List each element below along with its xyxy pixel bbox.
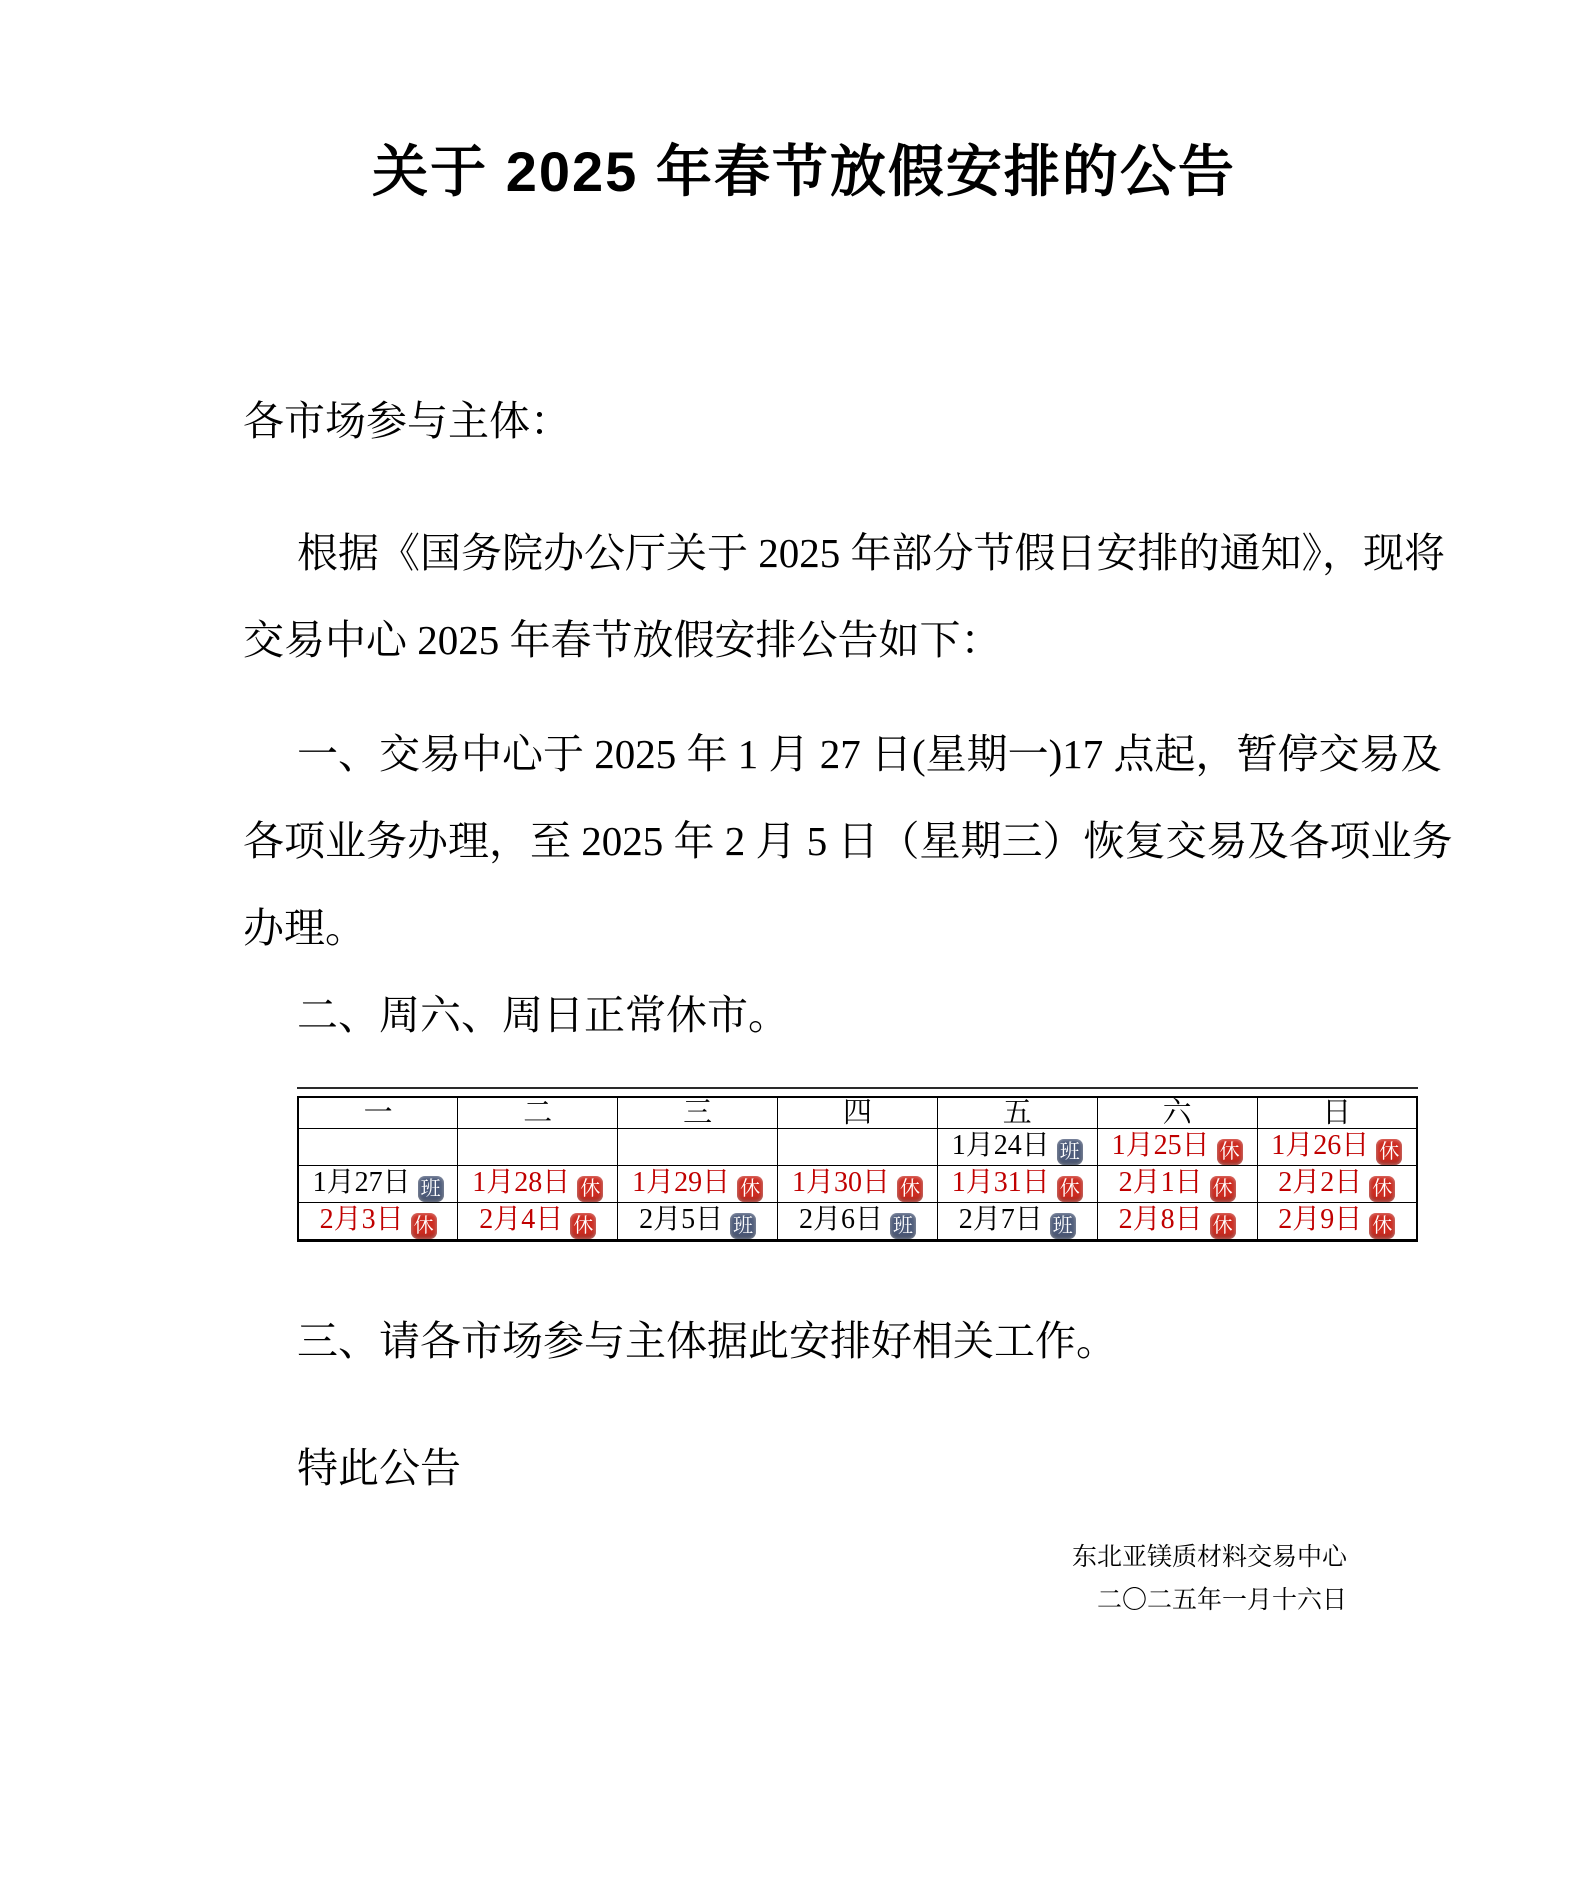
paragraph-line: 一、交易中心于 2025 年 1 月 27 日(星期一)17 点起，暂停交易及 xyxy=(297,731,1442,777)
restday-badge: 休 xyxy=(1369,1213,1395,1239)
calendar-cell xyxy=(1257,1129,1417,1166)
signature-block xyxy=(243,1536,1365,1622)
calendar-date: 2月8日 xyxy=(1118,1204,1203,1235)
page-title: 关于 2025 年春节放假安排的公告 xyxy=(372,140,1236,203)
calendar-cell xyxy=(1257,1166,1417,1203)
paragraph-line: 根据《国务院办公厅关于 2025 年部分节假日安排的通知》，现将 xyxy=(297,530,1445,576)
calendar-date: 2月4日 xyxy=(479,1204,564,1235)
calendar-cell xyxy=(778,1166,938,1203)
workday-badge: 班 xyxy=(418,1176,444,1202)
calendar-date: 2月2日 xyxy=(1278,1167,1363,1198)
workday-badge: 班 xyxy=(1050,1213,1076,1239)
calendar-weekday-header: 三 xyxy=(618,1097,778,1129)
paragraph-line: 二、周六、周日正常休市。 xyxy=(297,992,789,1038)
paragraph-line: 特此公告 xyxy=(297,1445,461,1491)
calendar-row xyxy=(298,1166,1417,1203)
paragraph-item-2 xyxy=(243,972,1365,1059)
calendar-cell xyxy=(298,1166,458,1203)
calendar-date: 1月29日 xyxy=(632,1167,731,1198)
calendar-cell xyxy=(458,1129,618,1166)
calendar-cell xyxy=(298,1203,458,1241)
calendar-date: 1月24日 xyxy=(951,1130,1050,1161)
calendar-date: 2月5日 xyxy=(639,1204,724,1235)
paragraph-basis xyxy=(243,510,1445,684)
calendar-cell xyxy=(458,1203,618,1241)
restday-badge: 休 xyxy=(1369,1176,1395,1202)
restday-badge: 休 xyxy=(737,1176,763,1202)
workday-badge: 班 xyxy=(1057,1139,1083,1165)
calendar-date: 1月31日 xyxy=(951,1167,1050,1198)
restday-badge: 休 xyxy=(570,1213,596,1239)
calendar-date: 1月30日 xyxy=(791,1167,890,1198)
paragraph-line: 办理。 xyxy=(243,905,366,951)
paragraph-line: 三、请各市场参与主体据此安排好相关工作。 xyxy=(297,1318,1117,1364)
workday-badge: 班 xyxy=(730,1213,756,1239)
calendar-cell xyxy=(458,1166,618,1203)
calendar-cell xyxy=(1257,1203,1417,1241)
paragraph-item-3 xyxy=(243,1298,1365,1385)
paragraph-item-1 xyxy=(243,711,1453,972)
calendar-weekday-header: 日 xyxy=(1257,1097,1417,1129)
calendar-date: 1月26日 xyxy=(1271,1130,1370,1161)
restday-badge: 休 xyxy=(1210,1176,1236,1202)
paragraph-line: 交易中心 2025 年春节放假安排公告如下： xyxy=(243,617,1002,663)
calendar-date: 2月1日 xyxy=(1118,1167,1203,1198)
restday-badge: 休 xyxy=(1210,1213,1236,1239)
restday-badge: 休 xyxy=(411,1213,437,1239)
calendar-cell xyxy=(937,1166,1097,1203)
calendar-cell xyxy=(618,1166,778,1203)
calendar-cell xyxy=(1097,1166,1257,1203)
calendar-cell xyxy=(778,1129,938,1166)
calendar-weekday-header: 五 xyxy=(937,1097,1097,1129)
calendar-date: 2月3日 xyxy=(319,1204,404,1235)
restday-badge: 休 xyxy=(1057,1176,1083,1202)
salutation: 各市场参与主体： xyxy=(243,398,571,444)
calendar-table xyxy=(297,1096,1418,1242)
calendar-date: 1月25日 xyxy=(1111,1130,1210,1161)
holiday-calendar xyxy=(297,1087,1418,1242)
calendar-header-row xyxy=(298,1097,1417,1129)
calendar-weekday-header: 一 xyxy=(298,1097,458,1129)
calendar-cell xyxy=(618,1129,778,1166)
calendar-row xyxy=(298,1129,1417,1166)
signature-date: 二〇二五年一月十六日 xyxy=(1096,1587,1347,1614)
closing-phrase xyxy=(243,1425,1365,1512)
document-page xyxy=(0,138,1587,1896)
calendar-date: 2月9日 xyxy=(1278,1204,1363,1235)
calendar-date: 1月28日 xyxy=(472,1167,571,1198)
calendar-cell xyxy=(298,1129,458,1166)
calendar-date: 2月7日 xyxy=(958,1204,1043,1235)
calendar-weekday-header: 二 xyxy=(458,1097,618,1129)
restday-badge: 休 xyxy=(1376,1139,1402,1165)
calendar-cell xyxy=(937,1129,1097,1166)
paragraph-line: 各项业务办理，至 2025 年 2 月 5 日（星期三）恢复交易及各项业务 xyxy=(243,818,1453,864)
restday-badge: 休 xyxy=(897,1176,923,1202)
calendar-cell xyxy=(618,1203,778,1241)
calendar-row xyxy=(298,1203,1417,1241)
restday-badge: 休 xyxy=(1217,1139,1243,1165)
calendar-cell xyxy=(1097,1129,1257,1166)
calendar-cell xyxy=(937,1203,1097,1241)
calendar-cell xyxy=(778,1203,938,1241)
calendar-cell xyxy=(1097,1203,1257,1241)
signature-org: 东北亚镁质材料交易中心 xyxy=(1071,1544,1347,1571)
calendar-date: 1月27日 xyxy=(312,1167,411,1198)
table-top-rule xyxy=(297,1087,1418,1089)
calendar-date: 2月6日 xyxy=(798,1204,883,1235)
calendar-weekday-header: 四 xyxy=(778,1097,938,1129)
calendar-weekday-header: 六 xyxy=(1097,1097,1257,1129)
restday-badge: 休 xyxy=(577,1176,603,1202)
workday-badge: 班 xyxy=(890,1213,916,1239)
